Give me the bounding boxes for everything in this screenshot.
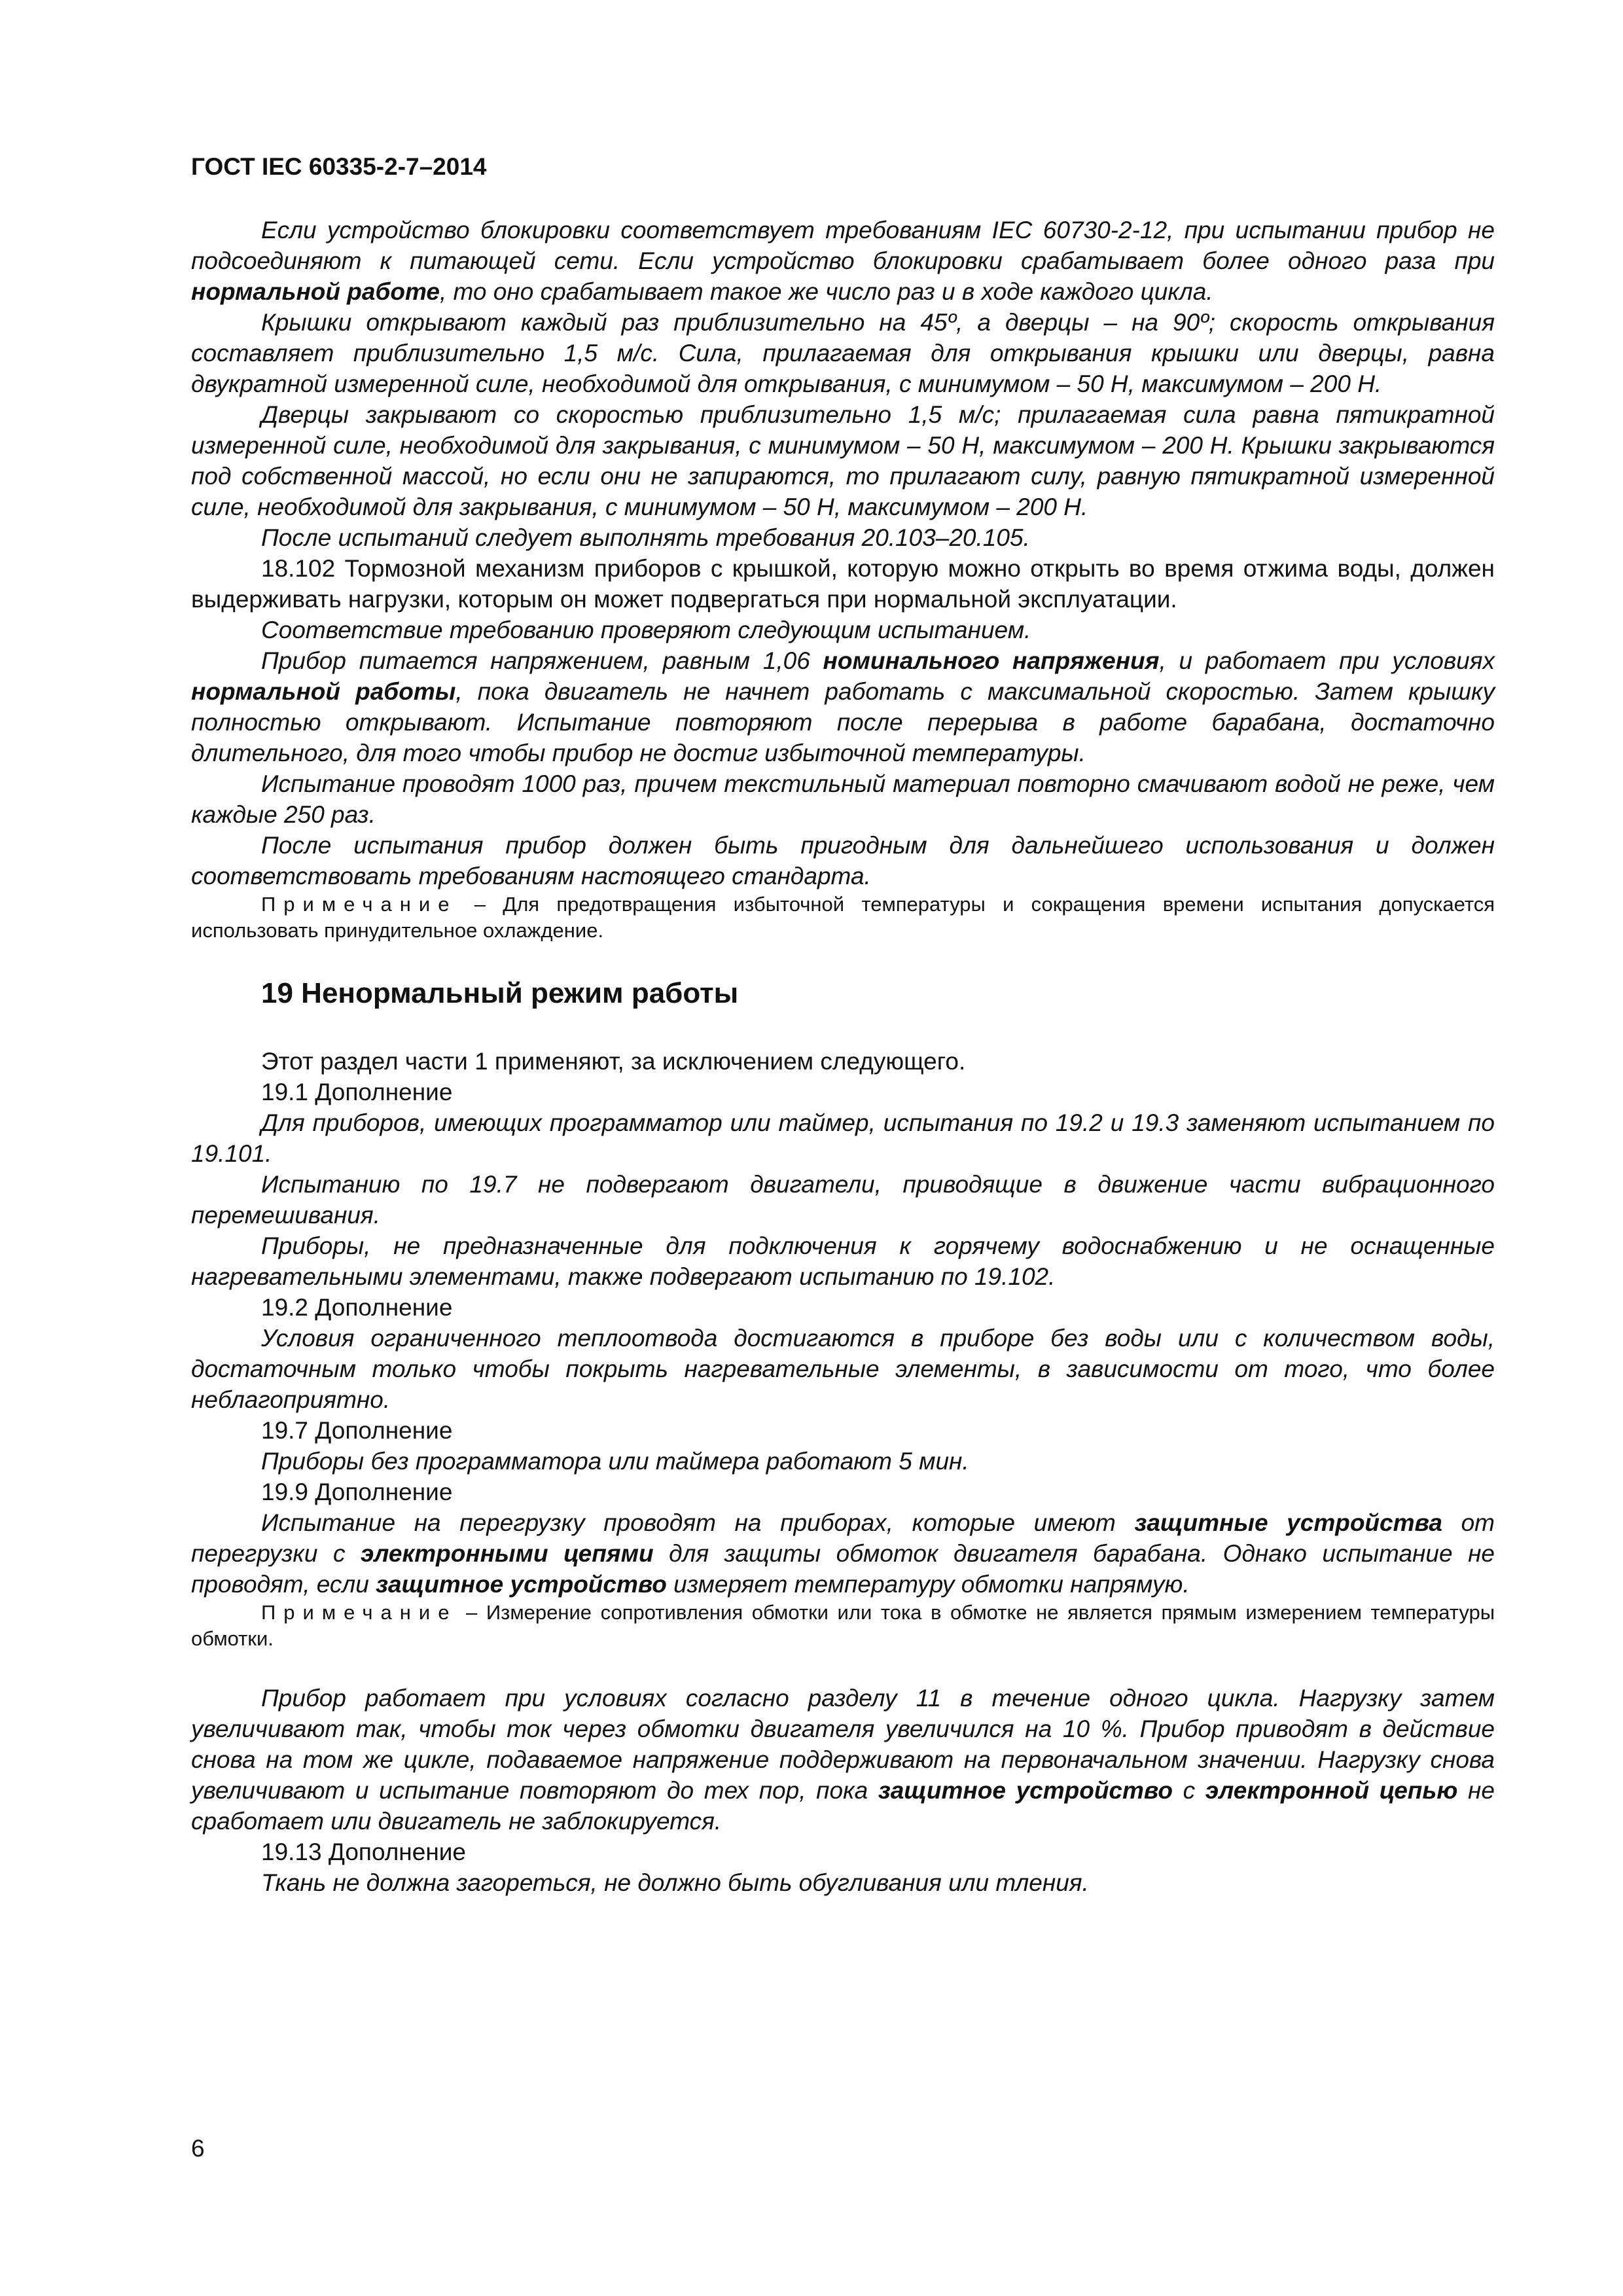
paragraph-after-tests: После испытаний следует выполнять требования 20.103–20.105. (261, 524, 1030, 551)
paragraph-compliance: Соответствие требованию проверяют следующим испытанием. (261, 617, 1031, 643)
page-number: 6 (191, 2135, 205, 2162)
clause-19-2: 19.2 Дополнение (261, 1294, 453, 1321)
paragraph-load-increase (191, 1683, 1495, 1837)
paragraph-1000-times: Испытание проводят 1000 раз, причем текстильный материал повторно смачивают водой не реже, чем каждые 250 раз. (191, 770, 1495, 828)
text: измеряет температуру обмотки напрямую. (666, 1571, 1190, 1598)
text: для защиты обмоток двигателя барабана. Однако испытание не проводят, если (191, 1540, 1495, 1598)
clause-19-7: 19.7 Дополнение (261, 1417, 453, 1444)
term-protective-device: защитное устройство (376, 1571, 667, 1598)
document-header: ГОСТ IEC 60335-2-7–2014 (191, 153, 487, 180)
clause-19-9: 19.9 Дополнение (261, 1479, 453, 1505)
paragraph-doors-close: Дверцы закрывают со скоростью приблизительно 1,5 м/с; прилагаемая сила равна пятикратной измеренной силе, необходимой для закрывания, с минимумом – 50 Н, максимумом – 200 Н. Крышки закрываются под собственной массой, но если они не запираются, то прилагают силу, равную пятикратной измеренной силе, необходимой для закрывания, с минимумом – 50 Н, максимумом – 200 Н. (191, 401, 1495, 520)
text: , и работает при условиях (1159, 647, 1495, 674)
paragraph-section-intro: Этот раздел части 1 применяют, за исключением следующего. (261, 1048, 966, 1075)
text: от перегрузки с (191, 1509, 1495, 1567)
note-text: – Для предотвращения избыточной температуры и сокращения времени испытания допускается использовать принудительное охлаждение. (191, 893, 1495, 942)
paragraph-vibration: Испытанию по 19.7 не подвергают двигатели, приводящие в движение части вибрационного перемешивания. (191, 1171, 1495, 1229)
term-protective-devices: защитные устройства (1134, 1509, 1442, 1536)
clause-19-13: 19.13 Дополнение (261, 1839, 467, 1865)
note-text: – Измерение сопротивления обмотки или тока в обмотке не является прямым измерением температуры обмотки. (191, 1601, 1495, 1650)
paragraph-overload (191, 1507, 1495, 1600)
paragraph-supply (191, 645, 1495, 768)
paragraph-lids-open: Крышки открывают каждый раз приблизительно на 45º, а дверцы – на 90º; скорость открывания составляет приблизительно 1,5 м/с. Сила, прилагаемая для открывания крышки или дверцы, равна двукратной измеренной силе, необходимой для открывания, с минимумом – 50 Н, максимумом – 200 Н. (191, 309, 1495, 397)
text: Прибор работает при условиях согласно разделу 11 в течение одного цикла. Нагрузку затем увеличивают так, чтобы ток через обмотки двигателя увеличился на 10 %. Прибор приводят в действие снова на том же цикле, подаваемое напряжение поддерживают на первоначальном значении. Нагрузку снова увеличивают и испытание повторяют до тех пор, пока (191, 1685, 1495, 1804)
term-rated-voltage: номинального напряжения (823, 647, 1160, 674)
term-normal-operation: нормальной работе (191, 278, 440, 305)
text: Испытание на перегрузку проводят на приборах, которые имеют (261, 1509, 1135, 1536)
paragraph-programmer: Для приборов, имеющих программатор или таймер, испытания по 19.2 и 19.3 заменяют испытанием по 19.101. (191, 1109, 1495, 1167)
term-protective-device: защитное устройство (878, 1777, 1173, 1804)
document-page (191, 152, 1495, 1898)
text: Если устройство блокировки соответствует требованиям IEC 60730-2-12, при испытании прибор не подсоединяют к питающей сети. Если устройство блокировки срабатывает более одного раза при (191, 217, 1495, 274)
note-label: Примечание (261, 1601, 457, 1624)
term-electronic-circuit: электронной цепью (1205, 1777, 1458, 1804)
note-label: Примечание (261, 893, 457, 916)
term-electronic-circuits: электронными цепями (360, 1540, 654, 1567)
text: , пока двигатель не начнет работать с максимальной скоростью. Затем крышку полностью открывают. Испытание повторяют после перерыва в работе барабана, достаточно длительного, для того чтобы прибор не достиг избыточной температуры. (191, 678, 1495, 766)
clause-18-102: 18.102 Тормозной механизм приборов с крышкой, которую можно открыть во время отжима воды, должен выдерживать нагрузки, которым он может подвергаться при нормальной эксплуатации. (191, 555, 1495, 613)
paragraph-fabric: Ткань не должна загореться, не должно быть обугливания или тления. (261, 1869, 1089, 1896)
paragraph-hot-water: Приборы, не предназначенные для подключения к горячему водоснабжению и не оснащенные нагревательными элементами, также подвергают испытанию по 19.102. (191, 1232, 1495, 1290)
text: , то оно срабатывает такое же число раз и в ходе каждого цикла. (439, 278, 1213, 305)
text: Прибор питается напряжением, равным 1,06 (261, 647, 823, 674)
paragraph-heat-discharge: Условия ограниченного теплоотвода достигаются в приборе без воды или с количеством воды, достаточным только чтобы покрыть нагревательные элементы, в зависимости от того, что более неблагоприятно. (191, 1325, 1495, 1413)
note-winding (191, 1600, 1495, 1652)
note-cooling (191, 891, 1495, 944)
text: не сработает или двигатель не заблокируется. (191, 1777, 1495, 1835)
paragraph-interlock (191, 215, 1495, 307)
term-normal-operation: нормальной работы (191, 678, 456, 705)
clause-19-1: 19.1 Дополнение (261, 1079, 453, 1105)
spacer (191, 1652, 1495, 1683)
paragraph-5-min: Приборы без программатора или таймера работают 5 мин. (261, 1448, 969, 1475)
text: с (1172, 1777, 1205, 1804)
section-title: 19 Ненормальный режим работы (261, 977, 739, 1009)
paragraph-after-test: После испытания прибор должен быть пригодным для дальнейшего использования и должен соответствовать требованиям настоящего стандарта. (191, 832, 1495, 889)
